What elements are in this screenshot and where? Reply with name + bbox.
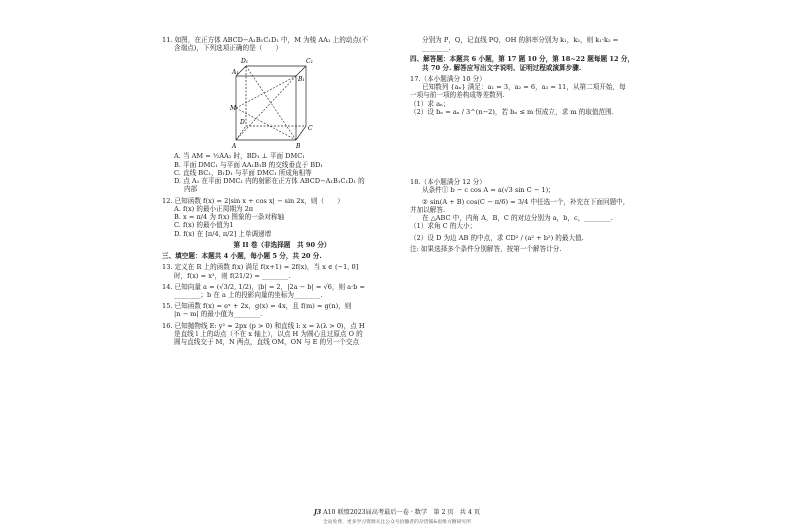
q18-line3: 并加以解答. [410,205,446,214]
q12-opt-b: B. x = π/4 为 f(x) 图象的一条对称轴 [174,213,285,222]
q16-line3: 圆与直线交于 M，N 两点，直线 OM，ON 与 E 的另一个交点 [174,338,360,347]
q18-line4: 在 △ABC 中，内角 A，B，C 的对边分别为 a，b，c，________. [422,214,613,223]
q18-line2: ② sin(A + B) cos(C − π/6) = 3/4 中任选一个，补充在下面问题中， [422,197,630,206]
label-c: C [308,125,313,133]
q18-head: 18.（本小题满分 12 分） [410,178,486,187]
label-c1: C₁ [306,58,313,66]
q12-line1: 12. 已知函数 f(x) = 2|sin x + cos x| − sin 2x，则（ ） [162,196,344,205]
label-m: M [230,105,237,113]
q17-part1: （1）求 aₙ； [410,99,450,108]
q11-line1: 11. 如图，在正方体 ABCD−A₁B₁C₁D₁ 中，M 为棱 AA₁ 上的动点(不 [162,36,369,44]
section-4-line1: 四、解答题：本题共 6 小题，第 17 题 10 分，第 18~22 题每题 12 分， [410,55,635,64]
q18-part2: （2）设 D 为边 AB 的中点，求 CD² / (a² + b²) 的最大值. [410,233,584,242]
q17-part2: （2）设 bₙ = aₙ / 3^(n−2)，若 bₙ ≤ m 恒成立，求 m 的取值范围. [410,107,614,116]
label-d1: D₁ [241,58,249,66]
section-4-line2: 共 70 分. 解答应写出文字说明、证明过程或演算步骤. [422,63,582,72]
q17-line1: 已知数列 {aₙ} 满足：a₁ = 3，a₂ = 6，a₃ = 11，从第二项开始，每 [422,83,626,92]
q11-opt-c: C. 直线 BC₁，B₁D₁ 与平面 DMC₁ 所成角相等 [174,168,312,177]
right-column [410,36,645,253]
q18-line1: 从条件① b − c cos A = a(√3 sin C − 1)； [422,186,555,195]
label-a1: A₁ [232,69,239,77]
q16-line1: 16. 已知抛物线 E: y² = 2px (p > 0) 和直线 l: x = λ(λ > 0)，点 H [162,321,365,330]
left-column [162,36,402,346]
footer-subtext: 全站免费，更多学习资源关注公众号拾穗者的杂货铺&思维方糖研究所 [322,520,472,525]
label-a: A [232,143,237,151]
footer-text: A10 联盟2023届高考最后一卷 · 数学 第 2 页 共 4 页 [323,509,481,516]
q11-line2: 含端点)，下列选项正确的是（ ） [174,44,283,53]
q18-part1: （1）求角 C 的大小； [410,222,477,231]
q12-opt-a: A. f(x) 的最小正周期为 2π [174,204,254,213]
section-2-title: 第 II 卷（非选择题 共 90 分） [233,240,331,249]
q16-cont-line2: ________. [422,44,451,53]
section-3-title: 三、填空题：本题共 4 小题，每小题 5 分，共 20 分. [162,252,322,261]
cube-figure [162,52,402,152]
q17-line2: 一项与前一项的差构成等差数列. [410,91,505,100]
q11-opt-a: A. 当 AM = ½AA₁ 时，BD₁ ⊥ 平面 DMC₁ [174,152,305,161]
q11-opt-b: B. 平面 DMC₁ 与平面 AA₁B₁B 的交线垂直于 BD₁ [174,160,324,169]
q12-opt-d: D. f(x) 在 [π/4, π/2] 上单调递增 [174,229,272,238]
q13-line1: 13. 定义在 R 上的函数 f(x) 满足 f(x+1) = 2f(x)，当 x ∈ (−1, 0] [162,263,359,272]
q15-line2: |n − m| 的最小值为________. [174,310,263,319]
q13-line2: 时，f(x) = x³，则 f(21/2) = ________. [174,271,291,280]
label-d: D [240,119,245,127]
q14-line2: ________；b 在 a 上的投影向量的坐标为________. [174,290,323,299]
page-footer [0,509,794,517]
q16-line2: 是直线 l 上的动点（不在 x 轴上），以点 H 为圆心且过原点 O 的 [174,329,363,338]
q17-head: 17.（本小题满分 10 分） [410,74,486,83]
q15-line1: 15. 已知函数 f(x) = eˣ + 2x，g(x) = 4x，且 f(m) = g(n)，则 [162,302,352,311]
q14-line1: 14. 已知向量 a = (√3/2, 1/2)，|b| = 2，|2a − b| = √6，则 a·b = [162,282,365,291]
q16-cont-line1: 分别为 P，Q，记直线 PQ，OH 的斜率分别为 k₁，k₂，则 k₁·k₂ = [422,36,619,44]
label-b1: B₁ [298,76,305,84]
q11-opt-d-cont: 内部 [184,185,198,194]
label-b: B [296,143,301,151]
q18-note: 注: 如果选择多个条件分别解答，按第一个解答计分. [410,244,562,253]
q11-opt-d: D. 点 A₁ 在平面 DMC₁ 内的射影在正方体 ABCD−A₁B₁C₁D₁ 的 [174,177,365,186]
q12-opt-c: C. f(x) 的最小值为1 [174,221,234,230]
brand-logo: J3 [313,509,322,516]
